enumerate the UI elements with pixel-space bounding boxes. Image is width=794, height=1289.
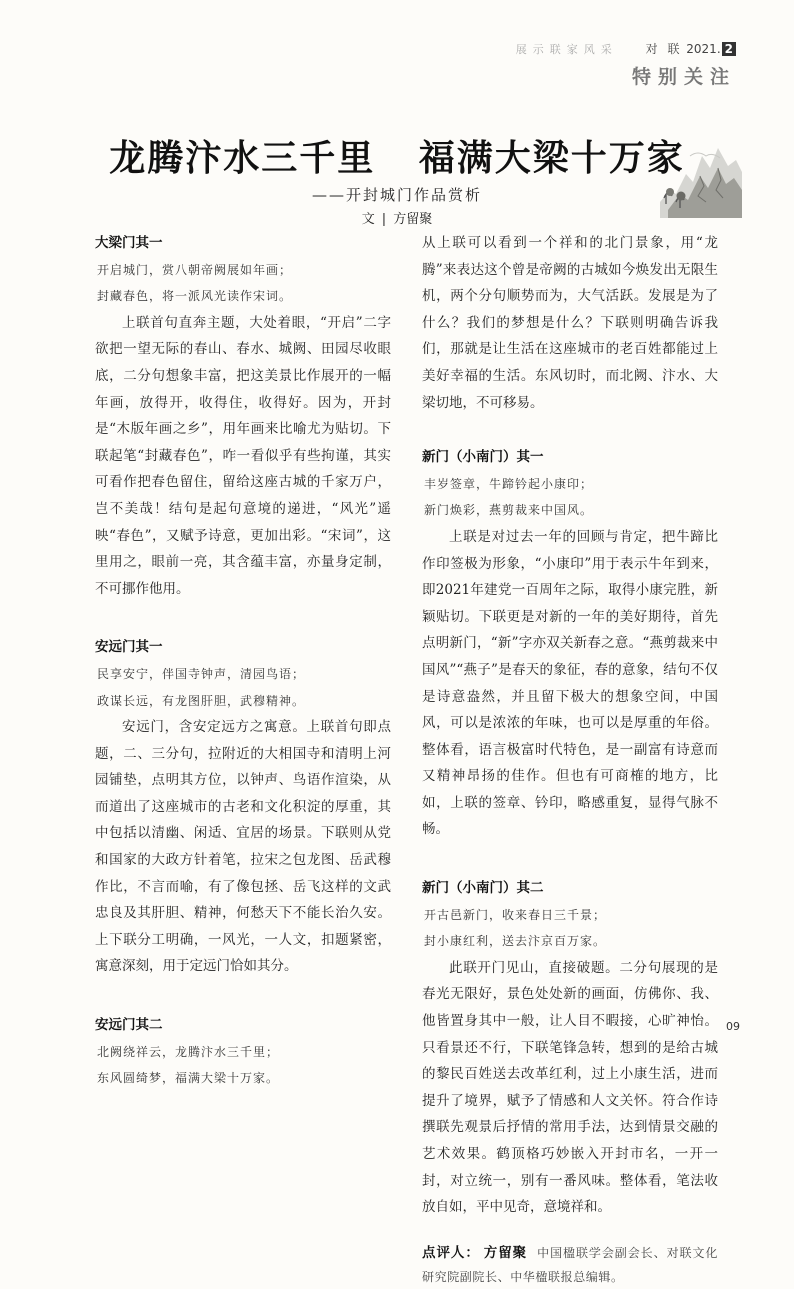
reviewer-name: 方留聚 [483,1244,528,1261]
header-series: 展示联家风采 [515,43,618,56]
couplet-upper: 北阙绕祥云，龙腾汴水三千里； [97,1044,280,1059]
byline [0,208,794,227]
couplet-upper: 民享安宁，伴国寺钟声，清园鸟语； [97,666,306,681]
couplet-lower: 封小康红利，送去汴京百万家。 [424,934,607,949]
mountain-illustration [660,132,742,218]
commentary: 上联首句直奔主题，大处着眼，“开启”二字欲把一望无际的春山、春水、城阙、田园尽收眼底，二分句想象丰富，把这美景比作展开的一幅年画，放得开，收得住，收得好。因为，开封是“木版年画之乡”，用年画来比喻尤为贴切。下联起笔“封藏春色”，咋一看似乎有些拘谨，其实可看作把春色留住，留给这座古城的千家万户，岂不美哉！结句是起句意境的递进，“风光”遥映“春色”，又赋予诗意，更加出彩。“宋词”，这里用之，眼前一亮，其含蕴丰富，亦量身定制，不可挪作他用。 [95,314,391,597]
header-year: 2021. [686,42,721,56]
couplet-upper: 开古邑新门，收来春日三千景； [424,907,607,922]
couplet-lower: 东风圆绮梦，福满大梁十万家。 [97,1071,280,1086]
header-magazine: 对 联 [645,42,683,56]
page-header [516,40,736,57]
author-name: 方留聚 [393,212,433,227]
section-heading-anyuan-2: 安远门其二 [95,1017,163,1034]
commentary: 安远门，含安定远方之寓意。上联首句即点题，二、三分句，拉附近的大相国寺和清明上河园铺垫，点明其方位，以钟声、鸟语作渲染，从而道出了这座城市的古老和文化积淀的厚重，其中包括以清幽、闲适、宜居的场景。下联则从党和国家的大政方针着笔，拉宋之包龙图、岳武穆作比，不言而喻，有了像包拯、岳飞这样的文武忠良及其肝胆、精神，何愁天下不能长治久安。上下联分工明确，一风光，一人文，扣题紧密，寓意深刻，用于定远门恰如其分。 [95,719,391,975]
couplet-lower: 政谋长远，有龙图肝胆，武穆精神。 [97,693,306,708]
couplet-upper: 开启城门，赏八朝帝阙展如年画； [97,262,293,277]
right-column [422,230,718,1289]
header-issue: 2 [722,42,736,56]
article-title: 龙腾汴水三千里 福满大梁十万家 [109,137,685,179]
section-title: 特别关注 [631,66,736,88]
section-heading-damen: 大梁门其一 [95,235,163,251]
byline-separator: | [381,212,387,227]
page-number: 09 [726,1020,740,1033]
section-heading-xinmen-1: 新门（小南门）其一 [422,449,544,466]
left-column [95,230,391,1092]
couplet-upper: 丰岁签章，牛蹄钤起小康印； [424,476,594,491]
commentary-continued: 从上联可以看到一个祥和的北门景象，用“龙腾”来表达这个曾是帝阙的古城如今焕发出无限生机，两个分句顺势而为，大气活跃。发展是为了什么？我们的梦想是什么？下联则明确告诉我们，那就是让生活在这座城市的老百姓都能过上美好幸福的生活。东风切时，而北阙、汴水、大梁切地，不可移易。 [422,235,718,411]
article-subtitle: ——开封城门作品赏析 [311,186,482,204]
couplet-lower: 新门焕彩，燕剪裁来中国风。 [424,503,594,518]
couplet-lower: 封藏春色，将一派风光读作宋词。 [97,289,293,304]
section-heading-xinmen-2: 新门（小南门）其二 [422,880,544,897]
byline-label: 文 [361,212,375,227]
commentary: 上联是对过去一年的回顾与肯定，把牛蹄比作印签极为形象，“小康印”用于表示牛年到来，即2021年建党一百周年之际，取得小康完胜，新颖贴切。下联更是对新的一年的美好期待，首先点明新门，“新”字亦双关新春之意。“燕剪裁来中国风”“燕子”是春天的象征，春的意象，结句不仅是诗意盎然，并且留下极大的想象空间，中国风，可以是浓浓的年味，也可以是厚重的年俗。整体看，语言极富时代特色，是一副富有诗意而又精神昂扬的佳作。但也有可商榷的地方，比如，上联的签章、钤印，略感重复，显得气脉不畅。 [422,528,718,838]
reviewer-label: 点评人： [422,1244,480,1261]
section-heading-anyuan-1: 安远门其一 [95,639,163,656]
reviewer-bio: 中国楹联学会副会长、对联文化研究院副院长、中华楹联报总编辑。 [422,1245,718,1284]
reviewer-note [422,1241,718,1289]
commentary: 此联开门见山，直接破题。二分句展现的是春光无限好，景色处处新的画面，仿佛你、我、他皆置身其中一般，让人目不暇接，心旷神怡。只看景还不行，下联笔锋急转，想到的是给古城的黎民百姓送去改革红利，过上小康生活，进而提升了境界，赋予了情感和人文关怀。符合作诗撰联先观景后抒情的常用手法，达到情景交融的艺术效果。鹤顶格巧妙嵌入开封市名，一开一封，对立统一，别有一番风味。整体看，笔法收放自如，平中见奇，意境祥和。 [422,959,718,1216]
